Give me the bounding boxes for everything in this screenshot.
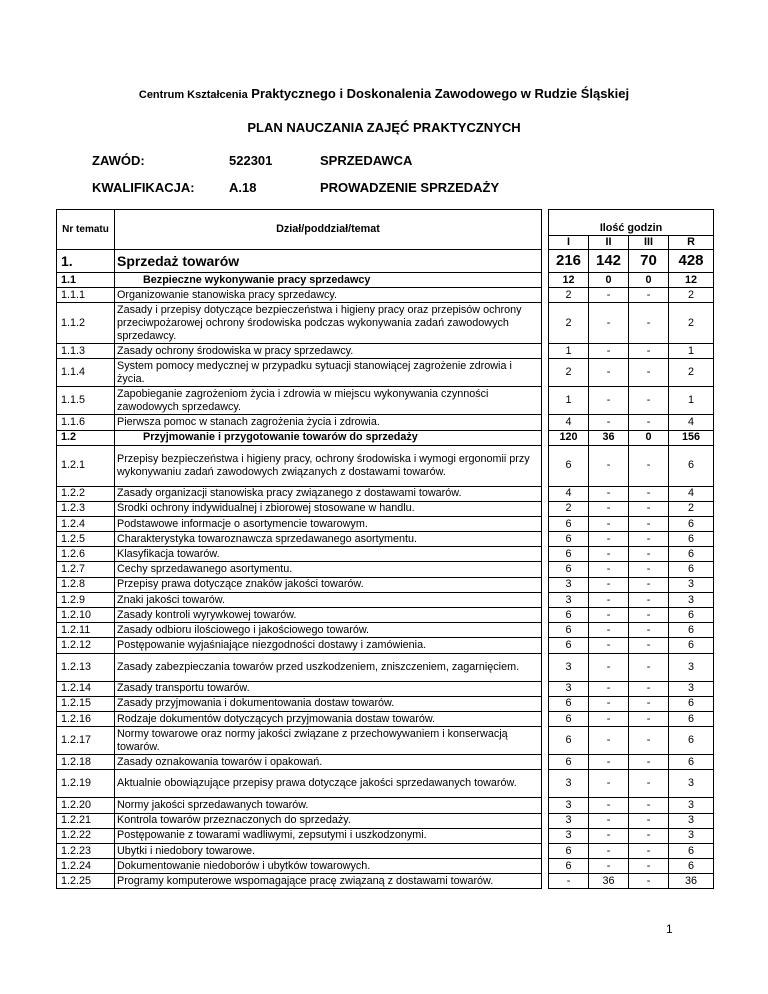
topic-nr: 1.2.13	[57, 653, 115, 681]
hours-year-2: -	[589, 755, 629, 770]
hours-year-1: 3	[549, 653, 589, 681]
column-gap	[542, 843, 549, 858]
hours-year-2: -	[589, 501, 629, 516]
column-gap	[542, 813, 549, 828]
topic-title: Środki ochrony indywidualnej i zbiorowej stosowane w handlu.	[115, 501, 542, 516]
qualification-code: A.18	[229, 180, 257, 195]
topic-nr: 1.2.12	[57, 638, 115, 653]
topic-nr: 1.1.4	[57, 359, 115, 387]
column-gap	[542, 501, 549, 516]
hours-year-1: 6	[549, 755, 589, 770]
hours-year-2: -	[589, 344, 629, 359]
table-row	[57, 608, 714, 623]
plan-title: PLAN NAUCZANIA ZAJĘĆ PRAKTYCZNYCH	[247, 120, 521, 135]
hours-year-2: -	[589, 532, 629, 547]
table-row	[57, 653, 714, 681]
hours-year-1: 2	[549, 303, 589, 344]
hours-year-3: -	[629, 532, 669, 547]
hours-year-3: -	[629, 755, 669, 770]
topic-nr: 1.1.1	[57, 288, 115, 303]
hours-total: 6	[669, 843, 714, 858]
topic-title: Zasady odbioru ilościowego i jakościowego towarów.	[115, 623, 542, 638]
section-row	[57, 273, 714, 288]
hours-total: 4	[669, 415, 714, 430]
hours-year-1: 6	[549, 532, 589, 547]
column-gap	[542, 562, 549, 577]
column-gap	[542, 387, 549, 415]
topic-title: Postępowanie wyjaśniające niezgodności dostawy i zamówienia.	[115, 638, 542, 653]
profession-label: ZAWÓD:	[92, 153, 145, 168]
hours-total: 2	[669, 359, 714, 387]
hours-year-1: 6	[549, 696, 589, 711]
topic-title: Cechy sprzedawanego asortymentu.	[115, 562, 542, 577]
hours-year-2: -	[589, 547, 629, 562]
table-row	[57, 711, 714, 726]
hours-year-2: -	[589, 303, 629, 344]
hours-total: 6	[669, 859, 714, 874]
hours-year-1: 6	[549, 843, 589, 858]
topic-title: Normy jakości sprzedawanych towarów.	[115, 798, 542, 813]
hours-year-3: -	[629, 696, 669, 711]
topic-nr: 1.2.8	[57, 577, 115, 592]
topic-title: Programy komputerowe wspomagające pracę związaną z dostawami towarów.	[115, 874, 542, 889]
hours-year-3: -	[629, 562, 669, 577]
topic-title: Postępowanie z towarami wadliwymi, zepsutymi i uszkodzonymi.	[115, 828, 542, 843]
topic-title: Zasady oznakowania towarów i opakowań.	[115, 755, 542, 770]
table-row	[57, 843, 714, 858]
hours-year-2: -	[589, 516, 629, 531]
col-header-hours: Ilość godzin	[549, 210, 714, 236]
hours-year-3: -	[629, 711, 669, 726]
main-section-hours-I: 216	[549, 250, 589, 273]
table-row	[57, 344, 714, 359]
table-row	[57, 445, 714, 486]
hours-year-3: -	[629, 623, 669, 638]
hours-total: 2	[669, 501, 714, 516]
table-row	[57, 696, 714, 711]
hours-year-1: 6	[549, 547, 589, 562]
topic-title: Zasady przyjmowania i dokumentowania dostaw towarów.	[115, 696, 542, 711]
hours-year-1: 6	[549, 623, 589, 638]
hours-year-2: -	[589, 828, 629, 843]
qualification-name: PROWADZENIE SPRZEDAŻY	[320, 180, 500, 195]
hours-total: 3	[669, 681, 714, 696]
column-gap	[542, 359, 549, 387]
column-gap	[542, 727, 549, 755]
hours-total: 2	[669, 303, 714, 344]
table-row	[57, 755, 714, 770]
hours-year-1: 6	[549, 608, 589, 623]
qualification-label: KWALIFIKACJA:	[92, 180, 195, 195]
hours-year-3: -	[629, 608, 669, 623]
hours-year-1: 2	[549, 359, 589, 387]
hours-year-3: -	[629, 798, 669, 813]
topic-title: Przepisy bezpieczeństwa i higieny pracy, ochrony środowiska i wymogi ergonomii przy wykonywaniu zadań zawodowych związanych z dostawami towarów.	[115, 445, 542, 486]
table-row	[57, 770, 714, 798]
hours-total: 1	[669, 344, 714, 359]
hours-year-1: 3	[549, 592, 589, 607]
column-gap	[542, 344, 549, 359]
hours-year-2: -	[589, 445, 629, 486]
hours-total: 6	[669, 547, 714, 562]
topic-nr: 1.2.24	[57, 859, 115, 874]
hours-year-2: -	[589, 696, 629, 711]
hours-total: 2	[669, 288, 714, 303]
column-gap	[542, 288, 549, 303]
topic-nr: 1.2.4	[57, 516, 115, 531]
institution-name	[0, 86, 768, 101]
topic-title: Aktualnie obowiązujące przepisy prawa dotyczące jakości sprzedawanych towarów.	[115, 770, 542, 798]
hours-year-3: -	[629, 770, 669, 798]
hours-total: 6	[669, 516, 714, 531]
hours-year-2: -	[589, 486, 629, 501]
topic-title: Przyjmowanie i przygotowanie towarów do sprzedaży	[115, 430, 542, 445]
column-gap	[542, 415, 549, 430]
hours-total: 6	[669, 755, 714, 770]
hours-year-3: -	[629, 592, 669, 607]
hours-year-2: -	[589, 859, 629, 874]
column-gap	[542, 711, 549, 726]
column-gap	[542, 516, 549, 531]
hours-total: 156	[669, 430, 714, 445]
topic-nr: 1.2.19	[57, 770, 115, 798]
main-section-nr: 1.	[57, 250, 115, 273]
hours-year-2: -	[589, 798, 629, 813]
main-section-hours-R: 428	[669, 250, 714, 273]
topic-title: Dokumentowanie niedoborów i ubytków towarowych.	[115, 859, 542, 874]
table-row	[57, 303, 714, 344]
hours-year-1: 1	[549, 387, 589, 415]
topic-nr: 1.2.14	[57, 681, 115, 696]
column-gap	[542, 547, 549, 562]
hours-year-3: -	[629, 516, 669, 531]
hours-total: 6	[669, 711, 714, 726]
column-gap	[542, 486, 549, 501]
hours-year-3: -	[629, 501, 669, 516]
hours-total: 4	[669, 486, 714, 501]
topic-title: Zasady organizacji stanowiska pracy związanego z dostawami towarów.	[115, 486, 542, 501]
hours-year-3: 0	[629, 430, 669, 445]
table-row	[57, 874, 714, 889]
hours-total: 6	[669, 727, 714, 755]
topic-nr: 1.2.1	[57, 445, 115, 486]
column-gap	[542, 828, 549, 843]
hours-total: 6	[669, 623, 714, 638]
column-gap	[542, 874, 549, 889]
hours-year-3: -	[629, 638, 669, 653]
hours-year-2: -	[589, 623, 629, 638]
topic-title: Pierwsza pomoc w stanach zagrożenia życia i zdrowia.	[115, 415, 542, 430]
hours-total: 6	[669, 532, 714, 547]
hours-year-3: -	[629, 344, 669, 359]
hours-year-1: 6	[549, 638, 589, 653]
hours-year-2: -	[589, 387, 629, 415]
hours-total: 1	[669, 387, 714, 415]
column-gap	[542, 577, 549, 592]
section-row	[57, 430, 714, 445]
hours-year-3: -	[629, 288, 669, 303]
topic-nr: 1.1.3	[57, 344, 115, 359]
topic-nr: 1.2.20	[57, 798, 115, 813]
table-row	[57, 415, 714, 430]
topic-nr: 1.2.15	[57, 696, 115, 711]
hours-total: 3	[669, 653, 714, 681]
topic-nr: 1.1.6	[57, 415, 115, 430]
topic-title: Bezpieczne wykonywanie pracy sprzedawcy	[115, 273, 542, 288]
hours-total: 36	[669, 874, 714, 889]
column-gap	[542, 623, 549, 638]
hours-year-1: 6	[549, 711, 589, 726]
hours-year-1: 3	[549, 770, 589, 798]
hours-total: 3	[669, 592, 714, 607]
topic-nr: 1.2.18	[57, 755, 115, 770]
hours-year-1: -	[549, 874, 589, 889]
main-section-hours-II: 142	[589, 250, 629, 273]
hours-year-1: 3	[549, 798, 589, 813]
topic-title: Zapobieganie zagrożeniom życia i zdrowia w miejscu wykonywania czynności zawodowych sprzedawcy.	[115, 387, 542, 415]
hours-year-2: -	[589, 638, 629, 653]
hours-year-3: -	[629, 486, 669, 501]
hours-total: 3	[669, 828, 714, 843]
table-row	[57, 859, 714, 874]
table-row	[57, 516, 714, 531]
main-section-hours-III: 70	[629, 250, 669, 273]
topic-nr: 1.2.5	[57, 532, 115, 547]
col-header-topic: Dział/poddział/temat	[115, 210, 542, 250]
table-row	[57, 501, 714, 516]
topic-nr: 1.1.2	[57, 303, 115, 344]
topic-title: Zasady transportu towarów.	[115, 681, 542, 696]
hours-year-2: -	[589, 770, 629, 798]
col-header-year-2: II	[589, 236, 629, 250]
topic-title: Zasady zabezpieczania towarów przed uszkodzeniem, zniszczeniem, zagarnięciem.	[115, 653, 542, 681]
topic-nr: 1.2.22	[57, 828, 115, 843]
hours-year-3: -	[629, 653, 669, 681]
hours-year-1: 3	[549, 813, 589, 828]
topic-title: Ubytki i niedobory towarowe.	[115, 843, 542, 858]
hours-year-2: -	[589, 843, 629, 858]
main-section-row	[57, 250, 714, 273]
hours-year-1: 6	[549, 516, 589, 531]
hours-year-2: -	[589, 813, 629, 828]
table-row	[57, 547, 714, 562]
hours-year-1: 6	[549, 859, 589, 874]
column-gap	[542, 445, 549, 486]
column-gap	[542, 592, 549, 607]
topic-nr: 1.2	[57, 430, 115, 445]
table-row	[57, 486, 714, 501]
topic-nr: 1.2.2	[57, 486, 115, 501]
topic-nr: 1.2.10	[57, 608, 115, 623]
column-gap	[542, 770, 549, 798]
table-row	[57, 532, 714, 547]
hours-year-1: 12	[549, 273, 589, 288]
hours-year-2: -	[589, 608, 629, 623]
hours-year-1: 2	[549, 501, 589, 516]
table-row	[57, 638, 714, 653]
curriculum-table	[56, 209, 714, 889]
hours-year-2: -	[589, 288, 629, 303]
topic-title: Charakterystyka towaroznawcza sprzedawanego asortymentu.	[115, 532, 542, 547]
hours-year-3: -	[629, 415, 669, 430]
table-row	[57, 727, 714, 755]
column-gap	[542, 273, 549, 288]
topic-nr: 1.1	[57, 273, 115, 288]
table-row	[57, 828, 714, 843]
topic-title: Zasady kontroli wyrywkowej towarów.	[115, 608, 542, 623]
table-row	[57, 813, 714, 828]
hours-year-3: -	[629, 577, 669, 592]
hours-year-2: -	[589, 562, 629, 577]
column-gap	[542, 303, 549, 344]
hours-year-1: 6	[549, 445, 589, 486]
hours-year-3: -	[629, 828, 669, 843]
hours-total: 3	[669, 577, 714, 592]
table-row	[57, 562, 714, 577]
hours-year-3: -	[629, 445, 669, 486]
hours-year-3: -	[629, 359, 669, 387]
topic-nr: 1.2.3	[57, 501, 115, 516]
topic-title: Podstawowe informacje o asortymencie towarowym.	[115, 516, 542, 531]
hours-year-3: -	[629, 874, 669, 889]
table-row	[57, 623, 714, 638]
topic-nr: 1.2.16	[57, 711, 115, 726]
hours-year-1: 120	[549, 430, 589, 445]
table-row	[57, 288, 714, 303]
topic-nr: 1.2.23	[57, 843, 115, 858]
column-gap	[542, 638, 549, 653]
topic-title: Zasady i przepisy dotyczące bezpieczeństwa i higieny pracy oraz przepisów ochrony przeciwpożarowej ochrony środowiska podczas wykonywania zadań zawodowych sprzedawcy.	[115, 303, 542, 344]
table-row	[57, 592, 714, 607]
hours-year-3: -	[629, 813, 669, 828]
col-header-total: R	[669, 236, 714, 250]
topic-nr: 1.2.7	[57, 562, 115, 577]
hours-year-2: -	[589, 415, 629, 430]
profession-name: SPRZEDAWCA	[320, 153, 413, 168]
topic-title: Organizowanie stanowiska pracy sprzedawcy.	[115, 288, 542, 303]
institution-name-part1: Centrum Kształcenia	[138, 89, 248, 101]
hours-total: 12	[669, 273, 714, 288]
main-section-topic: Sprzedaż towarów	[115, 250, 542, 273]
table-row	[57, 359, 714, 387]
hours-year-2: -	[589, 727, 629, 755]
hours-year-2: 0	[589, 273, 629, 288]
hours-total: 3	[669, 770, 714, 798]
hours-year-3: -	[629, 727, 669, 755]
topic-title: Kontrola towarów przeznaczonych do sprzedaży.	[115, 813, 542, 828]
hours-year-2: -	[589, 711, 629, 726]
hours-year-2: -	[589, 592, 629, 607]
page-number: 1	[666, 922, 673, 936]
hours-year-1: 3	[549, 577, 589, 592]
topic-title: Znaki jakości towarów.	[115, 592, 542, 607]
hours-total: 6	[669, 696, 714, 711]
table-row	[57, 387, 714, 415]
hours-year-1: 2	[549, 288, 589, 303]
hours-total: 3	[669, 813, 714, 828]
hours-year-2: 36	[589, 430, 629, 445]
topic-title: Klasyfikacja towarów.	[115, 547, 542, 562]
hours-year-3: -	[629, 843, 669, 858]
institution-name-part2: Praktycznego i Doskonalenia Zawodowego w Rudzie Śląskiej	[247, 86, 630, 101]
topic-nr: 1.1.5	[57, 387, 115, 415]
col-header-year-1: I	[549, 236, 589, 250]
column-gap	[542, 653, 549, 681]
column-gap	[542, 755, 549, 770]
hours-year-3: -	[629, 547, 669, 562]
column-gap	[542, 696, 549, 711]
topic-title: Rodzaje dokumentów dotyczących przyjmowania dostaw towarów.	[115, 711, 542, 726]
column-gap	[542, 250, 549, 273]
hours-year-3: -	[629, 681, 669, 696]
topic-title: System pomocy medycznej w przypadku sytuacji stanowiącej zagrożenie zdrowia i życia.	[115, 359, 542, 387]
column-gap	[542, 430, 549, 445]
hours-total: 6	[669, 445, 714, 486]
hours-year-1: 3	[549, 828, 589, 843]
hours-year-1: 6	[549, 562, 589, 577]
hours-year-1: 4	[549, 486, 589, 501]
col-header-nr: Nr tematu	[57, 210, 115, 250]
topic-title: Zasady ochrony środowiska w pracy sprzedawcy.	[115, 344, 542, 359]
profession-code: 522301	[229, 153, 273, 168]
table-row	[57, 681, 714, 696]
hours-year-1: 1	[549, 344, 589, 359]
col-header-year-3: III	[629, 236, 669, 250]
table-row	[57, 577, 714, 592]
column-gap	[542, 210, 549, 250]
hours-total: 6	[669, 638, 714, 653]
topic-nr: 1.2.9	[57, 592, 115, 607]
hours-total: 6	[669, 608, 714, 623]
hours-year-1: 4	[549, 415, 589, 430]
hours-year-1: 3	[549, 681, 589, 696]
table-row	[57, 798, 714, 813]
hours-year-3: -	[629, 387, 669, 415]
hours-year-2: -	[589, 681, 629, 696]
hours-year-2: 36	[589, 874, 629, 889]
column-gap	[542, 532, 549, 547]
hours-year-3: -	[629, 303, 669, 344]
topic-nr: 1.2.25	[57, 874, 115, 889]
hours-year-1: 6	[549, 727, 589, 755]
column-gap	[542, 859, 549, 874]
column-gap	[542, 608, 549, 623]
topic-title: Przepisy prawa dotyczące znaków jakości towarów.	[115, 577, 542, 592]
hours-total: 3	[669, 798, 714, 813]
hours-total: 6	[669, 562, 714, 577]
hours-year-2: -	[589, 653, 629, 681]
topic-nr: 1.2.6	[57, 547, 115, 562]
column-gap	[542, 681, 549, 696]
hours-year-3: 0	[629, 273, 669, 288]
topic-title: Normy towarowe oraz normy jakości związane z przechowywaniem i konserwacją towarów.	[115, 727, 542, 755]
column-gap	[542, 798, 549, 813]
hours-year-2: -	[589, 577, 629, 592]
hours-year-2: -	[589, 359, 629, 387]
hours-year-3: -	[629, 859, 669, 874]
topic-nr: 1.2.17	[57, 727, 115, 755]
topic-nr: 1.2.21	[57, 813, 115, 828]
topic-nr: 1.2.11	[57, 623, 115, 638]
